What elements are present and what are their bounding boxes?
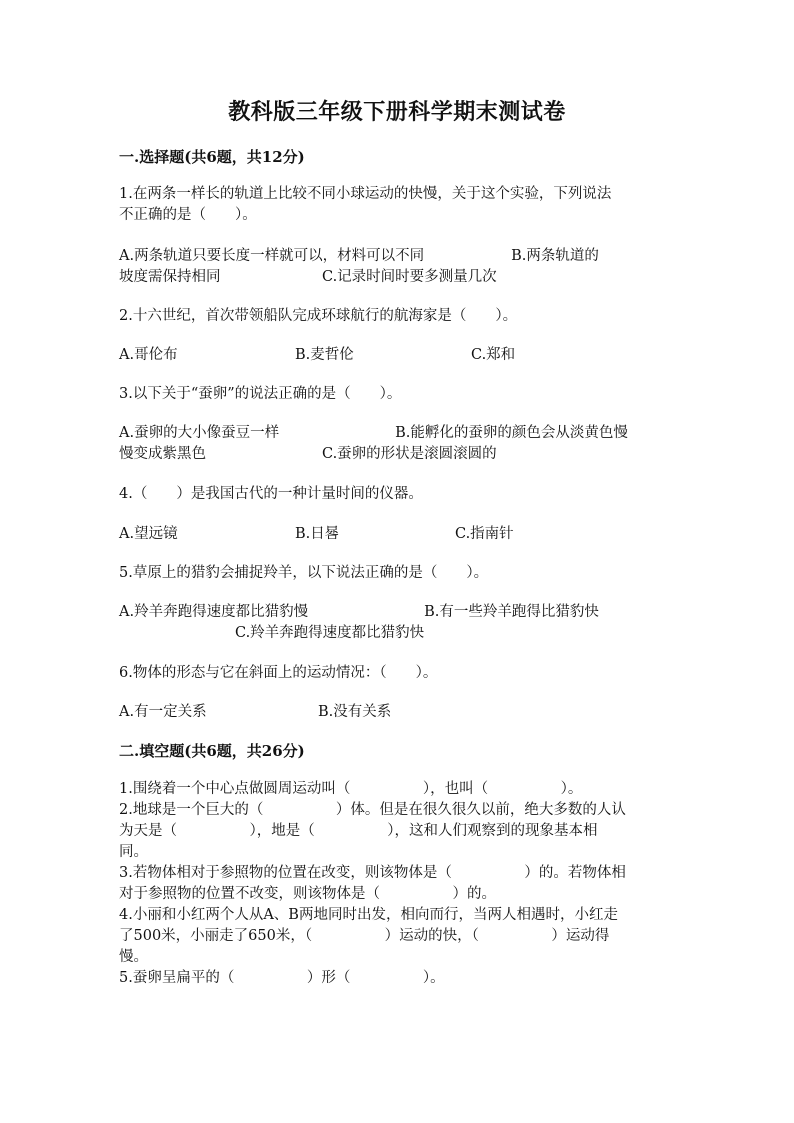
question-1-stem-line-1: 1.在两条一样长的轨道上比较不同小球运动的快慢，关于这个实验，下列说法 <box>119 186 612 202</box>
question-4-stem: 4.（ ）是我国古代的一种计量时间的仪器。 <box>119 486 423 502</box>
fill-blank-line: 为天是（ ），地是（ ），这和人们观察到的现象基本相 <box>119 823 598 839</box>
question-6-option-b: B.没有关系 <box>318 704 392 720</box>
section-heading-choice: 一.选择题(共6题，共12分) <box>119 148 305 166</box>
question-3-options <box>119 423 679 465</box>
question-6-stem: 6.物体的形态与它在斜面上的运动情况：（ ）。 <box>119 665 438 681</box>
question-2-option-b: B.麦哲伦 <box>295 347 354 363</box>
question-6-option-a: A.有一定关系 <box>119 704 207 720</box>
fill-blank-line: 1.围绕着一个中心点做圆周运动叫（ ），也叫（ ）。 <box>119 781 583 797</box>
question-3-stem: 3.以下关于“蚕卵”的说法正确的是（ ）。 <box>119 386 402 402</box>
question-2-option-a: A.哥伦布 <box>119 347 178 363</box>
question-4-options <box>119 524 679 545</box>
question-3-options-line-2: 慢变成紫黑色 C.蚕卵的形状是滚圆滚圆的 <box>119 446 497 462</box>
question-2-stem: 2.十六世纪，首次带领船队完成环球航行的航海家是（ ）。 <box>119 308 518 324</box>
question-1-options-line-1: A.两条轨道只要长度一样就可以，材料可以不同 B.两条轨道的 <box>119 248 599 264</box>
fill-blank-line: 3.若物体相对于参照物的位置在改变，则该物体是（ ）的。若物体相 <box>119 865 626 881</box>
question-5-options-line-1: A.羚羊奔跑得速度都比猎豹慢 B.有一些羚羊跑得比猎豹快 <box>119 604 599 620</box>
question-6-options <box>119 702 679 723</box>
question-4-option-c: C.指南针 <box>455 526 514 542</box>
fill-blank-line: 了500米，小丽走了650米，（ ）运动的快，（ ）运动得 <box>119 928 610 944</box>
page-title: 教科版三年级下册科学期末测试卷 <box>228 99 566 125</box>
fill-blank-questions <box>119 779 679 989</box>
question-4-option-b: B.日晷 <box>295 526 340 542</box>
fill-blank-line: 同。 <box>119 844 148 860</box>
fill-blank-line: 慢。 <box>119 949 148 965</box>
fill-blank-line: 对于参照物的位置不改变，则该物体是（ ）的。 <box>119 886 496 902</box>
question-1-options <box>119 246 679 288</box>
question-5-options-line-2: C.羚羊奔跑得速度都比猎豹快 <box>119 625 425 641</box>
fill-blank-line: 4.小丽和小红两个人从A、B两地同时出发，相向而行，当两人相遇时，小红走 <box>119 907 618 923</box>
question-3-options-line-1: A.蚕卵的大小像蚕豆一样 B.能孵化的蚕卵的颜色会从淡黄色慢 <box>119 425 628 441</box>
question-1-stem-line-2: 不正确的是（ ）。 <box>119 207 257 223</box>
question-2-options <box>119 345 679 366</box>
question-1 <box>119 184 679 226</box>
fill-blank-line: 2.地球是一个巨大的（ ）体。但是在很久很久以前，绝大多数的人认 <box>119 802 626 818</box>
question-2-option-c: C.郑和 <box>471 347 516 363</box>
fill-blank-line: 5.蚕卵呈扁平的（ ）形（ ）。 <box>119 970 445 986</box>
question-1-options-line-2: 坡度需保持相同 C.记录时间时要多测量几次 <box>119 269 497 285</box>
question-5-options <box>119 602 679 644</box>
section-heading-fill-blank: 二.填空题(共6题，共26分) <box>119 742 305 760</box>
question-4-option-a: A.望远镜 <box>119 526 178 542</box>
question-5-stem: 5.草原上的猎豹会捕捉羚羊，以下说法正确的是（ ）。 <box>119 565 489 581</box>
